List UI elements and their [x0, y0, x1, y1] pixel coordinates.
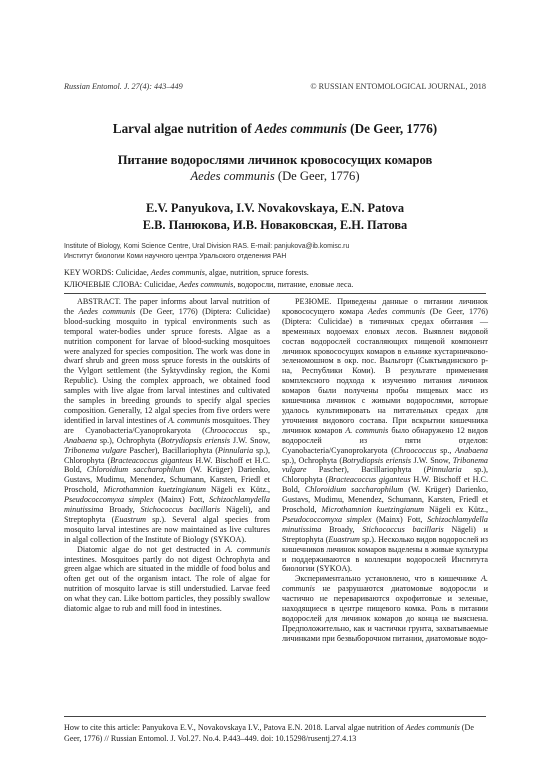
divider-top — [64, 293, 486, 294]
authors-ru: Е.В. Панюкова, И.В. Новаковская, Е.Н. Патова — [142, 218, 408, 232]
keywords-en: KEY WORDS: Culicidae, Aedes communis, algae, nutrition, spruce forests. — [64, 268, 309, 277]
affiliation-en: Institute of Biology, Komi Science Centre, Ural Division RAS. E-mail: panjukova@ib.komisc.ru — [64, 243, 350, 250]
affiliation-ru: Институт биологии Коми научного центра Уральского отделения РАН — [64, 252, 287, 260]
russian-title-line1: Питание водорослями личинок кровососущих комаров — [117, 153, 433, 167]
journal-reference: Russian Entomol. J. 27(4): 443–449 — [64, 82, 183, 91]
title-species: Aedes communis — [254, 121, 347, 136]
running-header — [64, 82, 486, 91]
authors-en: E.V. Panyukova, I.V. Novakovskaya, E.N. Patova — [145, 201, 405, 215]
abstract-ru-column — [282, 297, 488, 644]
abstract-ru-paragraph-2: Экспериментально установлено, что в кишечнике A. communis не разрушаются диатомовые водоросли и частично не перевариваются охрофитовые и зеленые, находящиеся в центре пищевого комка. Роль в питании водорослей для личинок комаров до конца не выяснена. Предположительно, как и частички грунта, захватываемые личинками при безвыборочном питании, диатомовые водо- — [282, 574, 488, 643]
abstract-en-paragraph-2: Diatomic algae do not get destructed in A. communis intestines. Mosquitoes partly do not digest Ochrophyta and green algae which are situated in the middle of food bolus and often get out of the organism intact. The role of algae for nutrition of mosquito larvae is still understudied. Larvae feed on what they can. Like bottom particles, they possibly swallow diatomic algae to rub and mill food in intestines. — [64, 544, 270, 614]
copyright-notice: © RUSSIAN ENTOMOLOGICAL JOURNAL, 2018 — [310, 82, 486, 91]
abstract-ru-paragraph-1: РЕЗЮМЕ. Приведены данные о питании личинок кровососущего комара Aedes communis (De Geer, 1776) (Diptera: Culicidae) в типичных средах обитания — временных водоемах еловых лесов. Выявлен видовой состав водорослей составляющих пищевой компонент личинок кровососущих комаров в ельнике кустарничково-зеленомошном в окр. пос. Выльгорт (Сыктывдинского р-на, Республики Коми). В результате применения комплексного подхода к изучению питания личинок комаров были получены пробы пищевых масс из кишечника личинок с живыми водорослями, которые удалось культивировать на питательных средах для уточнения видового состава. При вскрытии кишечника личинок комаров A. communis было обнаружено 12 видов водорослей из пяти отделов: Cyanobacteria/Cyanoprokaryota (Chroococcus sp., Anabaena sp.), Ochrophyta (Botrydiopsis eriensis J.W. Snow, Tribonema vulgare Pascher), Bacillariophyta (Pinnularia sp.), Chlorophyta (Bracteacoccus giganteus H.W. Bischoff et H.C. Bold, Chloroidium saccharophilum (W. Krüger) Darienko, Gustavs, Mudimu, Menendez, Schumann, Karsten, Friedl et Proschold, Microthamnion kuetzingianum Nägeli ex Kütz., Pseudococcomyxa simplex (Mainx) Fott, Schizochlamydella minutissima Broady, Stichococcus bacillaris Nägeli) и Streptophyta (Euastrum sp.). Несколько видов водорослей из кишечников личинок комаров выделены в живые культуры и поддерживаются в коллекции водорослей Института биологии (SYKOA). — [282, 297, 489, 574]
keywords — [64, 267, 486, 290]
abstract-en-column — [64, 297, 270, 614]
authors — [40, 200, 510, 234]
russian-title-line2: Aedes communis (De Geer, 1776) — [190, 169, 360, 183]
affiliation — [64, 242, 486, 261]
keywords-ru: КЛЮЧЕВЫЕ СЛОВА: Culicidae, Aedes communis, водоросли, питание, еловые леса. — [64, 279, 354, 289]
citation: How to cite this article: Panyukova E.V., Novakovskaya I.V., Patova E.N. 2018. Larval algae nutrition of Aedes communis (De Geer, 1776) // Russian Entomol. J. Vol.27. No.4. P.443–449. doi: 10.15298/rusentj.27.4.13 — [64, 723, 474, 743]
article-title: Larval algae nutrition of Aedes communis (De Geer, 1776) — [112, 121, 438, 136]
divider-bottom — [64, 716, 486, 717]
abstract-en-paragraph-1: ABSTRACT. The paper informs about larval nutrition of the Aedes communis (De Geer, 1776) (Diptera: Culicidae) blood-sucking mosquito in typical environments such as temporal water-bodies under spruce forests. Algae as a nutrition component for larvae of blood-sucking mosquitoes were analyzed for species composition. The work was done in dwarf shrub and green moss spruce forests in the outskirts of the Vylgort settlement (the Syktyvdinsky region, the Komi Republic). Using the complex approach, we obtained food samples with live algae from larval intestines and cultivated the samples in breeding grounds to specify algal species composition. Generally, 12 algal species from five orders were identified in larval intestines of A. communis mosquitoes. They are Cyanobacteria/Cyanoprokaryota (Chroococcus sp., Anabaena sp.), Ochrophyta (Botrydiopsis eriensis J.W. Snow, Tribonema vulgare Pascher), Bacillariophyta (Pinnularia sp.), Chlorophyta (Bracteacoccus giganteus H.W. Bischoff et H.C. Bold, Chloroidium saccharophilum (W. Krüger) Darienko, Gustavs, Mudimu, Menendez, Schumann, Karsten, Friedl et Proschold, Microthamnion kuetzingianum Nägeli ex Kütz., Pseudococcomyxa simplex (Mainx) Fott, Schizochlamydella minutissima Broady, Stichococcus bacillaris Nägeli), and Streptophyta (Euastrum sp.). Several algal species from mosquito larval intestines are now maintained as live cultures in algal collection of the Institute of Biology (SYKOA). — [64, 297, 271, 544]
russian-title — [40, 152, 510, 184]
